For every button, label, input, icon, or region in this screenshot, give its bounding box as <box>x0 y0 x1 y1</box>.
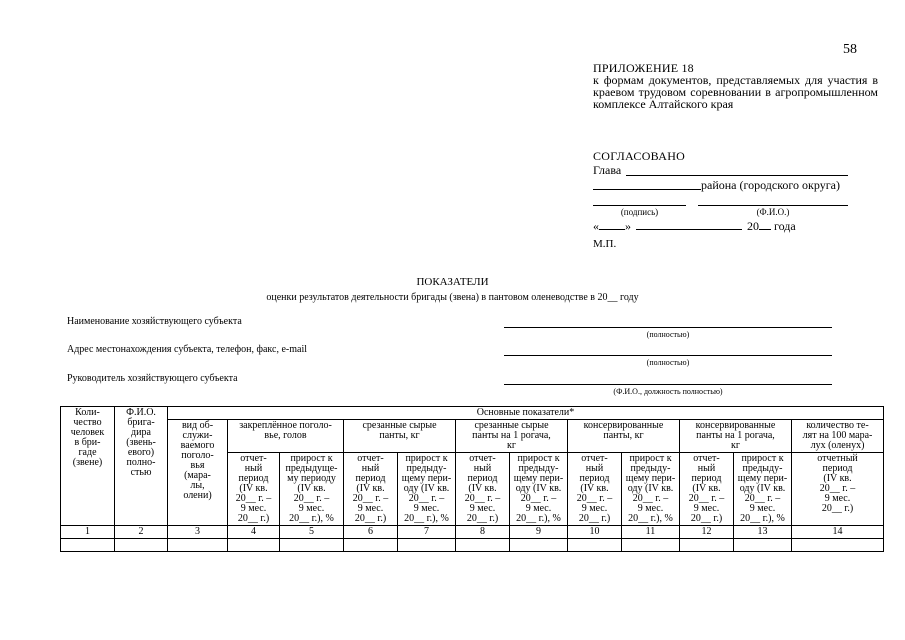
group-preserved-antlers-header <box>568 420 680 453</box>
header-text-line: 9 мес. <box>357 503 384 514</box>
year-suffix: года <box>774 219 796 233</box>
header-text-line: 20__ г. – <box>576 493 613 504</box>
col-number: 3 <box>168 526 228 539</box>
group-assigned-livestock-header <box>228 420 344 453</box>
header-text-line: прирост к <box>741 453 784 464</box>
year-blank[interactable] <box>759 220 771 230</box>
header-text-line: количество те- <box>806 420 869 431</box>
header-text-line: 20__ г.) <box>690 513 723 524</box>
header-text-line: евого) <box>127 447 155 458</box>
header-text-line: 20__ г.), % <box>740 513 785 524</box>
header-text-line: лы, <box>190 480 205 491</box>
col-6-header <box>344 453 398 526</box>
header-text-line: консервированные <box>695 420 776 431</box>
col-14-header <box>792 453 884 526</box>
district-label: района (городского округа) <box>701 178 840 192</box>
header-text-line: 20__ г. – <box>235 493 272 504</box>
col-number: 1 <box>61 526 115 539</box>
header-text-line: ный <box>244 463 263 474</box>
header-text-line: предыду- <box>518 463 559 474</box>
signature-caption: (подпись) <box>620 207 659 217</box>
header-text-line: кг <box>731 440 740 451</box>
header-text-line: 9 мес. <box>637 503 664 514</box>
table-cell[interactable] <box>115 539 168 552</box>
col-11-header <box>622 453 680 526</box>
enterprise-label: Наименование хозяйствующего субъекта <box>67 316 242 327</box>
main-indicators-header: Основные показатели* <box>168 407 884 420</box>
col-number: 5 <box>280 526 344 539</box>
stamp-label: М.П. <box>593 238 617 250</box>
header-text-line: ный <box>361 463 380 474</box>
header-text-line: оду (IV кв. <box>403 483 450 494</box>
header-text-line: гаде <box>78 447 97 458</box>
header-text-line: период <box>467 473 498 484</box>
header-text-line: 9 мес. <box>298 503 325 514</box>
header-text-line: прирост к <box>629 453 672 464</box>
table-cell[interactable] <box>734 539 792 552</box>
head-of-enterprise-line[interactable] <box>504 384 832 385</box>
day-blank[interactable] <box>599 220 625 230</box>
header-text-line: 20__ г. – <box>632 493 669 504</box>
header-text-line: лух (оленух) <box>810 440 865 451</box>
group-raw-antlers-header <box>344 420 456 453</box>
header-text-line: Ф.И.О. <box>126 407 156 418</box>
header-text-line: вид об- <box>181 420 214 431</box>
header-text-line: консервированные <box>583 420 664 431</box>
header-text-line: 20__ г.), % <box>404 513 449 524</box>
column-numbers-row <box>61 526 884 539</box>
header-text-line: 20__ г.) <box>578 513 611 524</box>
header-text-line: лят на 100 мара- <box>802 430 873 441</box>
header-text-line: оду (IV кв. <box>627 483 674 494</box>
header-text-line: ный <box>585 463 604 474</box>
header-text-line: панты, кг <box>379 430 420 441</box>
appendix-title: ПРИЛОЖЕНИЕ 18 <box>593 61 694 75</box>
date-row <box>593 219 796 234</box>
head-of-enterprise-label: Руководитель хозяйствующего субъекта <box>67 373 238 384</box>
header-text-line: 9 мес. <box>693 503 720 514</box>
col-7-header <box>398 453 456 526</box>
header-text-line: му периоду <box>287 473 336 484</box>
col-number: 12 <box>680 526 734 539</box>
header-text-line: (IV кв. <box>468 483 497 494</box>
col-9-header <box>510 453 568 526</box>
header-text-line: человек <box>70 427 105 438</box>
header-text-line: стью <box>130 467 152 478</box>
header-text-line: щему пери- <box>625 473 676 484</box>
col-8-header <box>456 453 510 526</box>
table-cell[interactable] <box>510 539 568 552</box>
head-line[interactable] <box>626 175 848 176</box>
group-preserved-antlers-per-stag-header <box>680 420 792 453</box>
col-leader-name-header <box>115 407 168 526</box>
header-text-line: 9 мес. <box>413 503 440 514</box>
header-text-line: в бри- <box>74 437 101 448</box>
month-blank[interactable] <box>636 220 742 230</box>
address-label: Адрес местонахождения субъекта, телефон, факс, e-mail <box>67 344 308 355</box>
header-text-line: 20__ г. – <box>744 493 781 504</box>
header-text-line: (IV кв. <box>239 483 268 494</box>
col-5-header <box>280 453 344 526</box>
header-text-line: дира <box>131 427 151 438</box>
header-text-line: отчет- <box>469 453 496 464</box>
header-text-line: (IV кв. <box>823 473 852 484</box>
header-text-line: 9 мес. <box>469 503 496 514</box>
header-text-line: 20__ г. – <box>688 493 725 504</box>
table-cell[interactable] <box>680 539 734 552</box>
header-text-line: 9 мес. <box>525 503 552 514</box>
appendix-text: к формам документов, представляемых для участия в краевом трудовом соревновании в агропромышленном комплексе Алтайского края <box>593 73 878 111</box>
col-number: 7 <box>398 526 456 539</box>
header-text-line: закреплённое поголо- <box>239 420 332 431</box>
address-caption: (полностью) <box>646 358 690 367</box>
head-of-enterprise-caption: (Ф.И.О., должность полностью) <box>613 387 723 396</box>
header-text-line: ваемого <box>180 440 215 451</box>
page-number: 58 <box>843 42 857 57</box>
header-text-line: период <box>238 473 269 484</box>
group-calves-per-100-header <box>792 420 884 453</box>
header-text-line: 9 мес. <box>824 493 851 504</box>
header-text-line: (мара- <box>184 470 211 481</box>
table-cell[interactable] <box>622 539 680 552</box>
document-title: ПОКАЗАТЕЛИ <box>416 276 489 288</box>
table-row <box>61 539 884 552</box>
appendix-block <box>593 62 878 110</box>
col-number: 6 <box>344 526 398 539</box>
header-text-line: щему пери- <box>513 473 564 484</box>
header-text-line: вье, голов <box>264 430 307 441</box>
header-text-line: отчет- <box>240 453 267 464</box>
col-livestock-type-header <box>168 420 228 526</box>
header-text-line: 9 мес. <box>749 503 776 514</box>
header-text-line: панты на 1 рогача, <box>696 430 775 441</box>
table-cell[interactable] <box>168 539 228 552</box>
header-text-line: полно- <box>126 457 156 468</box>
header-text-line: период <box>579 473 610 484</box>
header-text-line: оду (IV кв. <box>515 483 562 494</box>
header-text-line: отчет- <box>581 453 608 464</box>
col-people-count-header <box>61 407 115 526</box>
header-text-line: предыду- <box>742 463 783 474</box>
header-text-line: 20__ г.) <box>466 513 499 524</box>
district-line[interactable] <box>593 189 701 190</box>
header-text-line: олени) <box>183 490 212 501</box>
col-number: 10 <box>568 526 622 539</box>
approval-heading: СОГЛАСОВАНО <box>593 149 686 163</box>
col-number: 8 <box>456 526 510 539</box>
header-text-line: отчет- <box>357 453 384 464</box>
header-text-line: щему пери- <box>737 473 788 484</box>
col-10-header <box>568 453 622 526</box>
header-text-line: ный <box>473 463 492 474</box>
header-text-line: чество <box>73 417 102 428</box>
table-cell[interactable] <box>792 539 884 552</box>
header-text-line: (IV кв. <box>297 483 326 494</box>
enterprise-caption: (полностью) <box>646 330 690 339</box>
col-number: 13 <box>734 526 792 539</box>
table-cell[interactable] <box>61 539 115 552</box>
header-text-line: 20__ г.), % <box>628 513 673 524</box>
col-number: 9 <box>510 526 568 539</box>
document-subtitle: оценки результатов деятельности бригады (звена) в пантовом оленеводстве в 20__ году <box>266 292 639 303</box>
col-13-header <box>734 453 792 526</box>
header-text-line: (IV кв. <box>580 483 609 494</box>
col-number: 11 <box>622 526 680 539</box>
header-text-line: щему пери- <box>401 473 452 484</box>
header-text-line: брига- <box>127 417 155 428</box>
header-text-line: 20__ г.) <box>821 503 854 514</box>
header-text-line: период <box>355 473 386 484</box>
header-text-line: 20__ г. – <box>293 493 330 504</box>
header-text-line: 20__ г. – <box>819 483 856 494</box>
header-text-line: срезанные сырые <box>362 420 437 431</box>
header-text-line: панты, кг <box>603 430 644 441</box>
name-line[interactable] <box>698 205 848 206</box>
table-cell[interactable] <box>568 539 622 552</box>
header-text-line: кг <box>507 440 516 451</box>
header-text-line: прирост к <box>405 453 448 464</box>
header-text-line: прирост к <box>290 453 333 464</box>
col-4-header <box>228 453 280 526</box>
table-cell[interactable] <box>280 539 344 552</box>
table-cell[interactable] <box>456 539 510 552</box>
header-text-line: (звене) <box>72 457 103 468</box>
header-text-line: период <box>822 463 853 474</box>
header-text-line: служи- <box>182 430 213 441</box>
group-raw-antlers-per-stag-header <box>456 420 568 453</box>
date-close-quote: » <box>625 219 631 233</box>
header-text-line: оду (IV кв. <box>739 483 786 494</box>
table-cell[interactable] <box>228 539 280 552</box>
header-text-line: 20__ г. – <box>352 493 389 504</box>
header-text-line: 20__ г. – <box>464 493 501 504</box>
enterprise-line[interactable] <box>504 327 832 328</box>
header-text-line: предыду- <box>630 463 671 474</box>
header-text-line: 9 мес. <box>240 503 267 514</box>
approval-block <box>593 149 883 259</box>
header-text-line: 20__ г. – <box>520 493 557 504</box>
head-label: Глава <box>593 163 622 177</box>
col-number: 2 <box>115 526 168 539</box>
header-text-line: 20__ г.), % <box>289 513 334 524</box>
header-text-line: срезанные сырые <box>474 420 549 431</box>
header-text-line: период <box>691 473 722 484</box>
header-text-line: 20__ г.), % <box>516 513 561 524</box>
header-text-line: ный <box>697 463 716 474</box>
header-text-line: поголо- <box>181 450 214 461</box>
header-text-line: (IV кв. <box>356 483 385 494</box>
table-cell[interactable] <box>398 539 456 552</box>
name-caption: (Ф.И.О.) <box>756 207 790 217</box>
address-line[interactable] <box>504 355 832 356</box>
header-text-line: панты на 1 рогача, <box>472 430 551 441</box>
header-text-line: 9 мес. <box>581 503 608 514</box>
header-text-line: (IV кв. <box>692 483 721 494</box>
year-prefix: 20 <box>747 219 759 233</box>
header-text-line: 20__ г.) <box>237 513 270 524</box>
header-text-line: отчет- <box>693 453 720 464</box>
indicators-table <box>60 406 884 552</box>
header-text-line: вья <box>190 460 205 471</box>
date-open-quote: « <box>593 219 599 233</box>
header-text-line: 20__ г.) <box>354 513 387 524</box>
signature-line[interactable] <box>593 205 686 206</box>
header-text-line: прирост к <box>517 453 560 464</box>
col-number: 4 <box>228 526 280 539</box>
header-text-line: Коли- <box>75 407 100 418</box>
table-cell[interactable] <box>344 539 398 552</box>
header-text-line: 20__ г. – <box>408 493 445 504</box>
header-text-line: отчетный <box>817 453 858 464</box>
col-number: 14 <box>792 526 884 539</box>
header-text-line: предыдуще- <box>285 463 338 474</box>
col-12-header <box>680 453 734 526</box>
header-text-line: предыду- <box>406 463 447 474</box>
header-text-line: (звень- <box>126 437 156 448</box>
